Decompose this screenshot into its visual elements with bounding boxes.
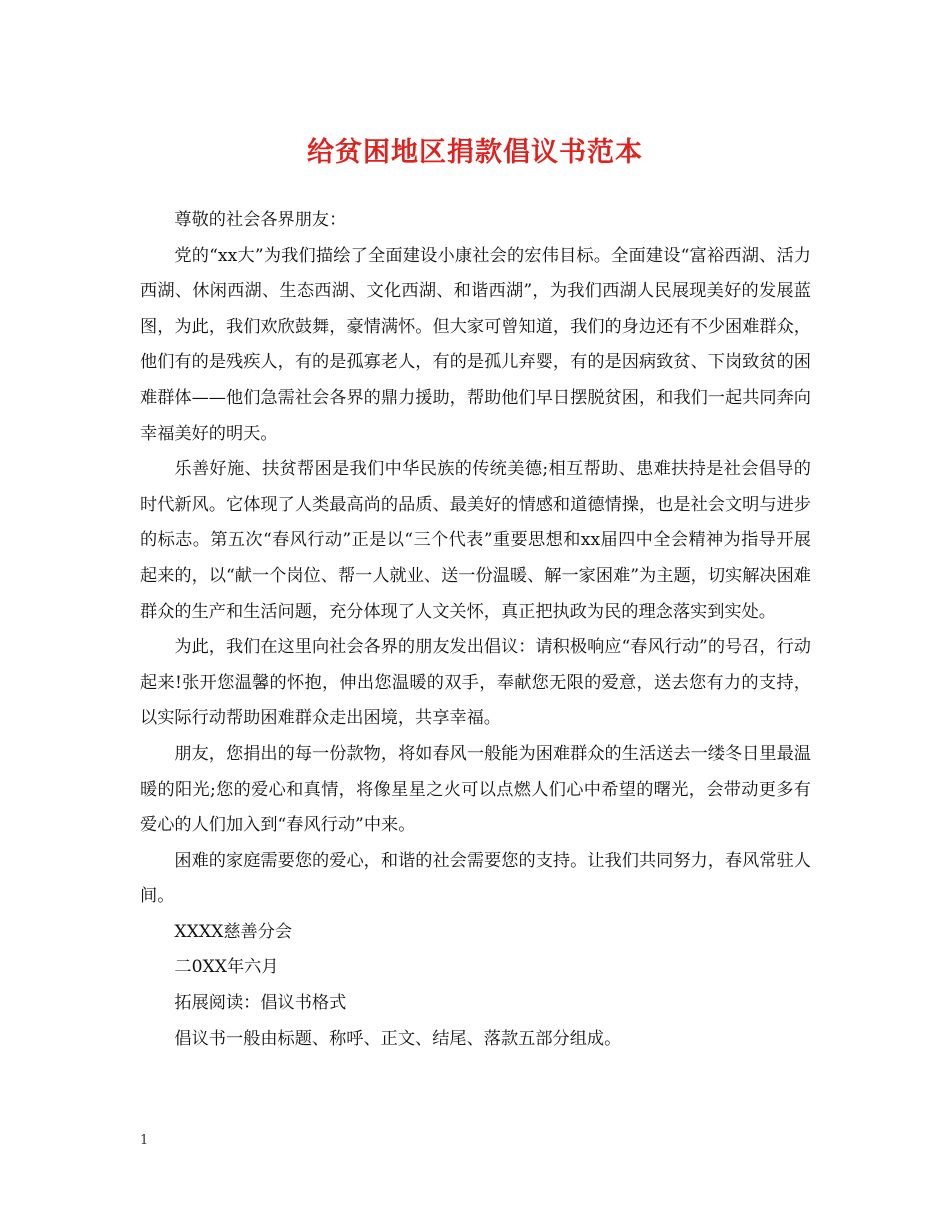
salutation: 尊敬的社会各界朋友： <box>174 210 347 230</box>
date: 二0XX年六月 <box>174 957 279 978</box>
document-title: 给贫困地区捐款倡议书范本 <box>307 137 643 168</box>
paragraph: 乐善好施、扶贫帮困是我们中华民族的传统美德;相互帮助、患难扶持是社会倡导的时代新风。它体现了人类最高尚的品质、最美好的情感和道德情操，也是社会文明与进步的标志。第五次“春风行动”正是以“三个代表”重要思想和xx届四中全会精神为指导开展起来的，以“献一个岗位、帮一人就业、送一份温暖、解一家困难”为主题，切实解决困难群众的生产和生活问题，充分体现了人文关怀，真正把执政为民的理念落实到实处。 <box>140 459 811 622</box>
signature: XXXX慈善分会 <box>174 921 293 942</box>
paragraph: 党的“xx大”为我们描绘了全面建设小康社会的宏伟目标。全面建设“富裕西湖、活力西湖、休闲西湖、生态西湖、文化西湖、和谐西湖”，为我们西湖人民展现美好的发展蓝图，为此，我们欢欣鼓舞，豪情满怀。但大家可曾知道，我们的身边还有不少困难群众，他们有的是残疾人，有的是孤寡老人，有的是孤儿弃婴，有的是因病致贫、下岗致贫的困难群体——他们急需社会各界的鼎力援助，帮助他们早日摆脱贫困，和我们一起共同奔向幸福美好的明天。 <box>140 245 811 444</box>
page-number: 1 <box>140 1133 149 1148</box>
paragraph: 朋友，您捐出的每一份款物，将如春风一般能为困难群众的生活送去一缕冬日里最温暖的阳光;您的爱心和真情，将像星星之火可以点燃人们心中希望的曙光，会带动更多有爱心的人们加入到“春风行动”中来。 <box>140 743 811 836</box>
document-body <box>140 203 811 1057</box>
extended-reading-heading: 拓展阅读：倡议书格式 <box>174 993 347 1014</box>
extended-reading-text: 倡议书一般由标题、称呼、正文、结尾、落款五部分组成。 <box>174 1028 622 1049</box>
paragraph: 困难的家庭需要您的爱心，和谐的社会需要您的支持。让我们共同努力，春风常驻人间。 <box>140 850 811 907</box>
paragraph: 为此，我们在这里向社会各界的朋友发出倡议：请积极响应“春风行动”的号召，行动起来!张开您温馨的怀抱，伸出您温暖的双手，奉献您无限的爱意，送去您有力的支持，以实际行动帮助困难群众走出困境，共享幸福。 <box>140 637 811 729</box>
